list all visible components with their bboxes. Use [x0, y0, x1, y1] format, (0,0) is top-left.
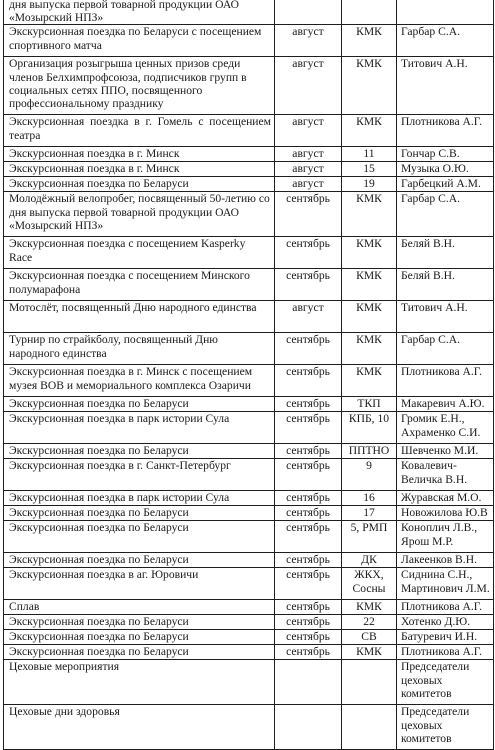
table-row — [4, 412, 494, 444]
month-cell: сентябрь — [275, 568, 342, 600]
division-cell: КМК — [342, 365, 397, 397]
responsible-cell — [397, 0, 494, 25]
division-cell: КМК — [342, 25, 397, 57]
month-cell: сентябрь — [275, 192, 342, 237]
table-row — [4, 506, 494, 521]
responsible-cell: Журавская М.О. — [397, 491, 494, 506]
month-cell: август — [275, 57, 342, 115]
table-row — [4, 237, 494, 269]
table-row — [4, 645, 494, 660]
document-page — [3, 0, 493, 745]
responsible-cell: Председатели цеховых комитетов — [397, 660, 494, 705]
event-cell: Экскурсионная поездка по Беларуси — [4, 553, 275, 568]
event-cell: Мотослёт, посвященный Дню народного единства — [4, 301, 275, 333]
month-cell — [275, 705, 342, 750]
event-cell: Экскурсионная поездка по Беларуси — [4, 444, 275, 459]
event-cell: Экскурсионная поездка по Беларуси — [4, 506, 275, 521]
responsible-cell: Беляй В.Н. — [397, 237, 494, 269]
responsible-cell: Гарбар С.А. — [397, 192, 494, 237]
table-row — [4, 397, 494, 412]
division-cell: КМК — [342, 301, 397, 333]
division-cell: КМК — [342, 269, 397, 301]
table-row — [4, 615, 494, 630]
division-cell: 17 — [342, 506, 397, 521]
table-row — [4, 0, 494, 25]
month-cell: сентябрь — [275, 444, 342, 459]
division-cell: ДК — [342, 553, 397, 568]
month-cell: сентябрь — [275, 269, 342, 301]
responsible-cell: Коноплич Л.В., Ярош М.Р. — [397, 521, 494, 553]
event-cell: дня выпуска первой товарной продукции ОАО «Мозырский НПЗ» — [4, 0, 275, 25]
month-cell: август — [275, 147, 342, 162]
table-row — [4, 57, 494, 115]
month-cell — [275, 0, 342, 25]
division-cell: КМК — [342, 333, 397, 365]
table-row — [4, 301, 494, 333]
month-cell: сентябрь — [275, 459, 342, 491]
month-cell — [275, 660, 342, 705]
responsible-cell: Сиднина С.Н., Мартинович Л.М. — [397, 568, 494, 600]
month-cell: сентябрь — [275, 491, 342, 506]
responsible-cell: Гарбецкий А.М. — [397, 177, 494, 192]
division-cell: 19 — [342, 177, 397, 192]
responsible-cell: Председатели цеховых комитетов — [397, 705, 494, 750]
division-cell: КМК — [342, 645, 397, 660]
table-row — [4, 115, 494, 147]
month-cell: август — [275, 115, 342, 147]
table-row — [4, 269, 494, 301]
event-cell: Цеховые мероприятия — [4, 660, 275, 705]
responsible-cell: Беляй В.Н. — [397, 269, 494, 301]
division-cell: КМК — [342, 192, 397, 237]
table-row — [4, 162, 494, 177]
month-cell: сентябрь — [275, 630, 342, 645]
division-cell: КМК — [342, 600, 397, 615]
month-cell: сентябрь — [275, 645, 342, 660]
event-cell: Экскурсионная поездка в г. Минск — [4, 162, 275, 177]
table-row — [4, 705, 494, 750]
event-cell: Экскурсионная поездка по Беларуси — [4, 630, 275, 645]
event-cell: Экскурсионная поездка по Беларуси — [4, 397, 275, 412]
responsible-cell: Гончар С.В. — [397, 147, 494, 162]
table-row — [4, 192, 494, 237]
month-cell: сентябрь — [275, 553, 342, 568]
table-row — [4, 600, 494, 615]
event-cell: Экскурсионная поездка в г. Санкт-Петербург — [4, 459, 275, 491]
responsible-cell: Гарбар С.А. — [397, 333, 494, 365]
responsible-cell: Плотникова А.Г. — [397, 115, 494, 147]
responsible-cell: Титович А.Н. — [397, 301, 494, 333]
responsible-cell: Ковалевич-Величка В.Н. — [397, 459, 494, 491]
responsible-cell: Новожилова Ю.В — [397, 506, 494, 521]
table-row — [4, 491, 494, 506]
event-cell: Молодёжный велопробег, посвященный 50-летию со дня выпуска первой товарной продукции ОАО «Мозырский НПЗ» — [4, 192, 275, 237]
event-cell: Экскурсионная поездка по Беларуси с посещением спортивного матча — [4, 25, 275, 57]
division-cell: СВ — [342, 630, 397, 645]
table-row — [4, 630, 494, 645]
event-cell: Экскурсионная поездка в аг. Юровичи — [4, 568, 275, 600]
division-cell: ЖКХ, Сосны — [342, 568, 397, 600]
table-row — [4, 147, 494, 162]
events-table — [3, 0, 494, 750]
event-cell: Экскурсионная поездка с посещением Kasperky Race — [4, 237, 275, 269]
division-cell — [342, 0, 397, 25]
month-cell: август — [275, 162, 342, 177]
division-cell: 11 — [342, 147, 397, 162]
month-cell: сентябрь — [275, 397, 342, 412]
division-cell: 5, РМП — [342, 521, 397, 553]
event-cell: Экскурсионная поездка в г. Минск с посещением музея ВОВ и мемориального комплекса Озаричи — [4, 365, 275, 397]
table-row — [4, 177, 494, 192]
responsible-cell: Батуревич И.Н. — [397, 630, 494, 645]
event-cell: Экскурсионная поездка в г. Минск — [4, 147, 275, 162]
event-cell: Экскурсионная поездка с посещением Минского полумарафона — [4, 269, 275, 301]
responsible-cell: Шевченко М.И. — [397, 444, 494, 459]
month-cell: сентябрь — [275, 412, 342, 444]
month-cell: август — [275, 301, 342, 333]
event-cell: Цеховые дни здоровья — [4, 705, 275, 750]
table-row — [4, 333, 494, 365]
division-cell: ТКП — [342, 397, 397, 412]
division-cell: КПБ, 10 — [342, 412, 397, 444]
responsible-cell: Плотникова А.Г. — [397, 365, 494, 397]
event-cell: Экскурсионная поездка в парк истории Сула — [4, 491, 275, 506]
event-cell: Сплав — [4, 600, 275, 615]
responsible-cell: Макаревич А.Ю. — [397, 397, 494, 412]
table-row — [4, 660, 494, 705]
division-cell — [342, 660, 397, 705]
month-cell: сентябрь — [275, 237, 342, 269]
table-row — [4, 521, 494, 553]
division-cell: ППТНО — [342, 444, 397, 459]
event-cell: Организация розыгрыша ценных призов среди членов Белхимпрофсоюза, подписчиков групп в социальных сетях ППО, посвященного профессиональному празднику — [4, 57, 275, 115]
month-cell: сентябрь — [275, 521, 342, 553]
responsible-cell: Гарбар С.А. — [397, 25, 494, 57]
month-cell: август — [275, 177, 342, 192]
event-cell: Экскурсионная поездка в парк истории Сула — [4, 412, 275, 444]
responsible-cell: Громик Е.Н., Ахраменко С.И. — [397, 412, 494, 444]
division-cell: КМК — [342, 237, 397, 269]
responsible-cell: Плотникова А.Г. — [397, 645, 494, 660]
event-cell: Экскурсионная поездка в г. Гомель с посещением театра — [4, 115, 275, 147]
month-cell: сентябрь — [275, 600, 342, 615]
month-cell: сентябрь — [275, 506, 342, 521]
division-cell: 22 — [342, 615, 397, 630]
division-cell: КМК — [342, 57, 397, 115]
event-cell: Экскурсионная поездка по Беларуси — [4, 645, 275, 660]
event-cell: Экскурсионная поездка по Беларуси — [4, 521, 275, 553]
month-cell: август — [275, 25, 342, 57]
table-row — [4, 568, 494, 600]
division-cell: 16 — [342, 491, 397, 506]
responsible-cell: Музыка О.Ю. — [397, 162, 494, 177]
event-cell: Экскурсионная поездка по Беларуси — [4, 177, 275, 192]
responsible-cell: Лакеенков В.Н. — [397, 553, 494, 568]
table-row — [4, 444, 494, 459]
table-row — [4, 459, 494, 491]
events-table-body — [4, 0, 494, 750]
division-cell — [342, 705, 397, 750]
event-cell: Турнир по страйкболу, посвященный Дню народного единства — [4, 333, 275, 365]
responsible-cell: Хотенко Д.Ю. — [397, 615, 494, 630]
month-cell: сентябрь — [275, 333, 342, 365]
table-row — [4, 365, 494, 397]
event-cell: Экскурсионная поездка по Беларуси — [4, 615, 275, 630]
month-cell: сентябрь — [275, 365, 342, 397]
responsible-cell: Титович А.Н. — [397, 57, 494, 115]
responsible-cell: Плотникова А.Г. — [397, 600, 494, 615]
division-cell: 9 — [342, 459, 397, 491]
division-cell: КМК — [342, 115, 397, 147]
table-row — [4, 553, 494, 568]
month-cell: сентябрь — [275, 615, 342, 630]
table-row — [4, 25, 494, 57]
division-cell: 15 — [342, 162, 397, 177]
